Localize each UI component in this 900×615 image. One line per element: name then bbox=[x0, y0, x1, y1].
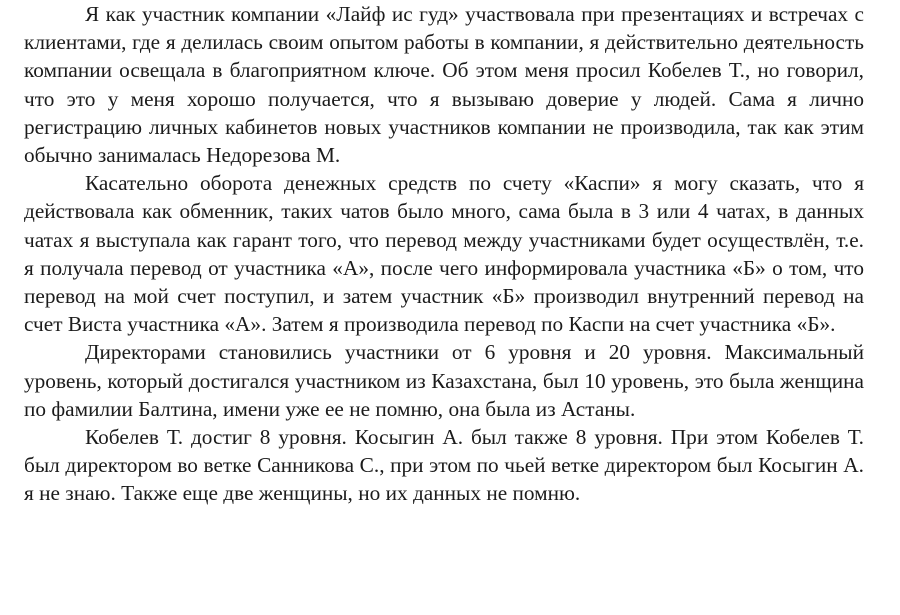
paragraph-4: Кобелев Т. достиг 8 уровня. Косыгин А. был также 8 уровня. При этом Кобелев Т. был директором во ветке Санникова С., при этом по чьей ветке директором был Косыгин А. я не знаю. Также еще две женщины, но их данных не помню. bbox=[24, 425, 864, 506]
paragraph-3: Директорами становились участники от 6 уровня и 20 уровня. Максимальный уровень, который достигался участником из Казахстана, был 10 уровень, это была женщина по фамилии Балтина, имени уже ее не помню, она была из Астаны. bbox=[24, 340, 864, 421]
document-page bbox=[24, 0, 864, 508]
paragraph-1: Я как участник компании «Лайф ис гуд» участвовала при презентациях и встречах с клиентами, где я делилась своим опытом работы в компании, я действительно деятельность компании освещала в благоприятном ключе. Об этом меня просил Кобелев Т., но говорил, что это у меня хорошо получается, что я вызываю доверие у людей. Сама я лично регистрацию личных кабинетов новых участников компании не производила, так как этим обычно занималась Недорезова М. bbox=[24, 2, 864, 168]
paragraph-2: Касательно оборота денежных средств по счету «Каспи» я могу сказать, что я действовала как обменник, таких чатов было много, сама была в 3 или 4 чатах, в данных чатах я выступала как гарант того, что перевод между участниками будет осуществлён, т.е. я получала перевод от участника «А», после чего информировала участника «Б» о том, что перевод на мой счет поступил, и затем участник «Б» производил внутренний перевод на счет Виста участника «А». Затем я производила перевод по Каспи на счет участника «Б». bbox=[24, 171, 864, 337]
